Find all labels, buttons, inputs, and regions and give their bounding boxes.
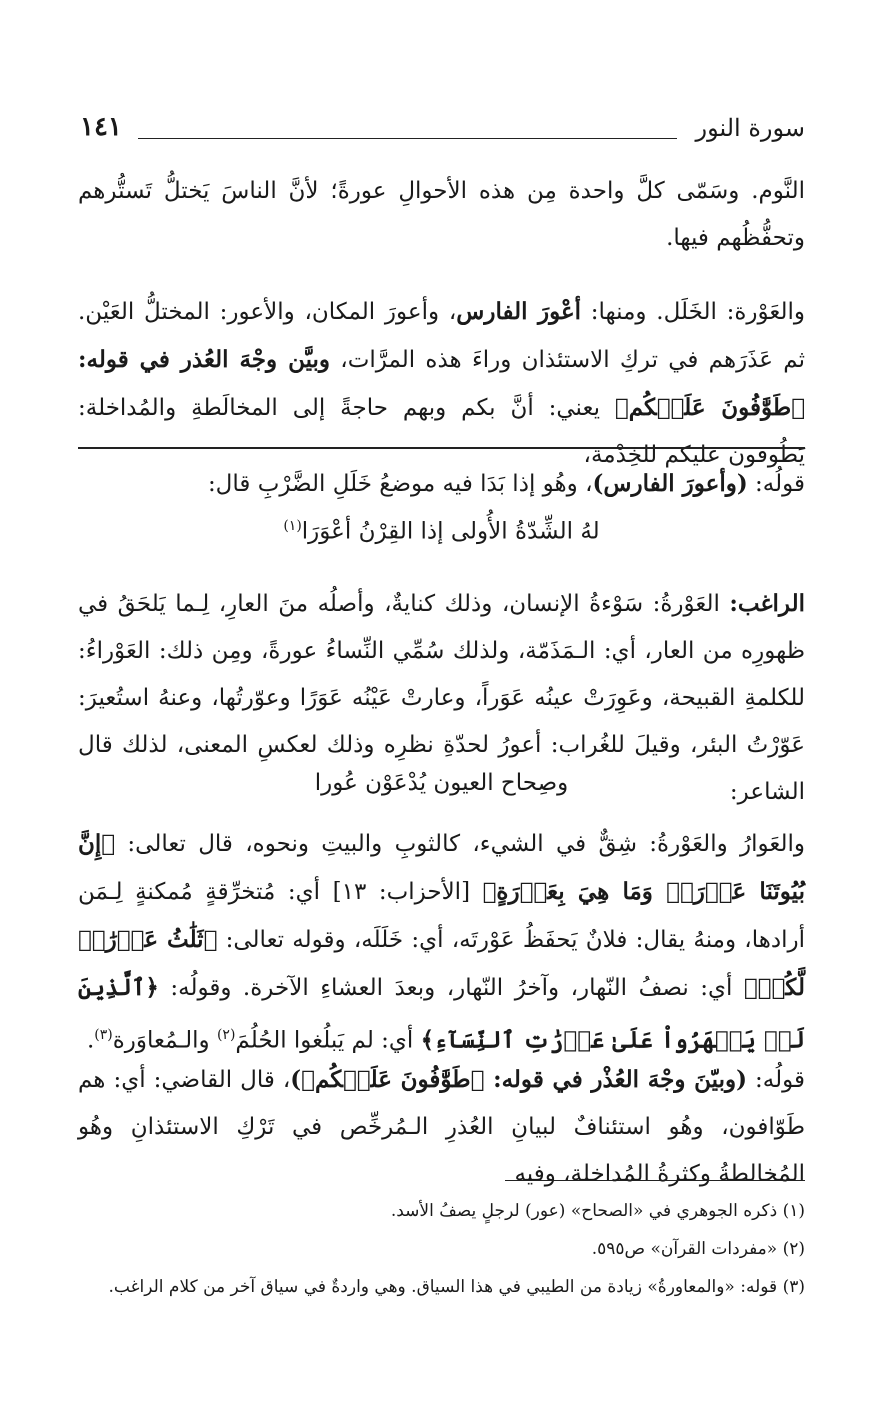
footnote-1: (١) ذكره الجوهري في «الصحاح» (عور) لرجلٍ يصفُ الأسد. [390,1201,805,1221]
footnote-ref: (١) [283,518,302,534]
quran-quote: ﴿إِنَّ بُيُوتَنَا عَوۡرَةٞ وَمَا هِيَ بِعَوۡرَةٍ﴾ [78,830,806,905]
commentary-paragraph-1 [78,460,805,508]
text-run: والعَوارُ والعَوْرةُ: شِقٌّ في الشيء، كالثوبِ والبيتِ ونحوه، قال تعالى: [115,831,805,857]
text-run: . [86,1027,95,1054]
surah-title: سورة النور [695,114,805,142]
text-run: ، وهُو إذا بَدَا فيه موضعُ خَلَلِ الضَّرْبِ قال: [207,471,593,497]
bold-term: أعْورَ الفارس [456,298,582,325]
footnote-ref: (٢) [216,1027,236,1043]
bold-source: الراغب: [729,590,805,617]
text-run: أي: نصفُ النّهار، وآخرُ النّهار، وبعدَ العشاءِ الآخرة. وقولُه: [158,975,744,1001]
bold-quote: وبيَّن وجْهَ العُذر في قوله: ﴿طَوَّٰفُونَ عَلَيۡكُم﴾ [78,346,805,421]
quran-quote: ﴿ٱلَّذِينَ لَمۡ يَظۡهَرُواْ عَلَىٰ عَوۡرَٰتِ ٱلنِّسَآءِ﴾ [78,974,805,1054]
text-run: يعني: أنَّ بكم وبهم حاجةً إلى المخالَطةِ والمُداخلة: يَطُوفون عليكم للخِدْمة، [78,395,805,468]
text-run: والعَوْرة: الخَلَل. ومنها: [581,299,805,325]
commentary-paragraph-4 [78,1056,805,1198]
text-run: ، وأعورَ المكان، والأعور: المختلُّ العَيْن. ثم عَذَرَهم في تركِ الاستئذان وراءَ هذه المرَّات، [78,299,805,373]
text-run: ، قال القاضي: أي: هم طَوّافون، وهُو استئنافٌ لبيانِ العُذرِ الـمُرخِّص في تَرْكِ الاستئذانِ وهُو المُخالطةُ وكثرةُ المُداخلة، وفيه [78,1067,805,1187]
footnote-2: (٢) «مفردات القرآن» ص٥٩٥. [591,1239,805,1259]
text-run: قولُه: [747,1067,805,1093]
main-paragraph-2 [78,288,805,479]
footnote-ref: (٣) [94,1027,113,1043]
text-run: [الأحزاب: ١٣] أي: مُتخرِّقةٍ مُمكنةٍ لِـمَن أرادها، ومنهُ يقال: فلانٌ يَحفَظُ عَوْرتَه، أي: خَلَلَه، وقوله تعالى: [78,879,805,953]
bold-lemma: (وبيّنَ وجْهَ العُذْر في قوله: ﴿طَوَّٰفُونَ عَلَيۡكُم﴾) [290,1066,748,1093]
quran-quote: ﴿ثَلَٰثُ عَوۡرَٰتٖ لَّكُمۡ﴾ [78,926,805,1001]
poetry-verse-1 [78,518,805,545]
header-rule [138,138,677,139]
poetry-verse-2: وصِحاح العيون يُدْعَوْن عُورا [314,770,569,796]
main-paragraph-1: النَّوم. وسَمّى كلَّ واحدة مِن هذه الأحوالِ عورةً؛ لأنَّ الناسَ يَختلُّ تَستُّرهم وتحفُّظُهم فيها. [78,178,805,251]
page-number: ١٤١ [80,112,122,142]
bold-lemma: (وأعورَ الفارس) [592,470,748,497]
text-run: قولُه: [747,471,805,497]
verse-text: لهُ الشِّدّةُ الأُولى إذا القِرْنُ أعْوَرَا [301,518,600,545]
text-run: العَوْرةُ: سَوْءةُ الإنسان، وذلك كنايةٌ، وأصلُه منَ العارِ، لِـما يَلحَقُ في ظهورِه من العار، أي: الـمَذَمّة، ولذلك سُمِّي النِّساءُ عورةً، ومِن ذلك: العَوْراءُ: للكلمةِ القبيحة، وعَوِرَتْ عينُه عَوَراً، وعارتْ عَيْنُه عَوَرًا وعوّرتُها، وعنهُ استُعيرَ: عَوّرْتُ البئر، وقيلَ للغُراب: أعورُ لحدّةِ نظرِه وذلك لعكسِ المعنى، لذلك قال الشاعر: [78,591,805,805]
text-run: والـمُعاوَرة [112,1027,217,1054]
footnote-rule [505,1180,805,1181]
commentary-paragraph-3 [78,820,805,1065]
footnote-3: (٣) قوله: «والمعاورةُ» زيادة من الطيبي في هذا السياق. وهي واردةٌ في سياق آخر من كلام الراغب. [108,1277,805,1297]
text-run: أي: لم يَبلُغوا الحُلُمَ [235,1027,421,1054]
main-commentary-separator [78,447,805,449]
page-header [80,112,805,152]
